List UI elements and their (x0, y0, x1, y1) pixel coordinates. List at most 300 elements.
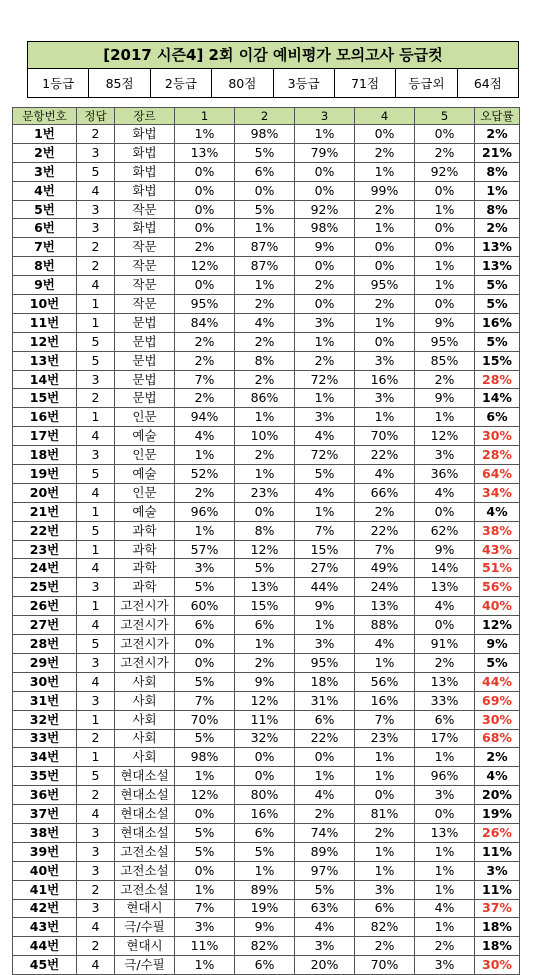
choice-rate-cell: 3% (175, 559, 235, 578)
genre-cell: 고전시가 (115, 597, 175, 616)
choice-rate-cell: 8% (235, 351, 295, 370)
choice-rate-cell: 2% (175, 238, 235, 257)
genre-cell: 문법 (115, 351, 175, 370)
question-number-cell: 33번 (13, 729, 77, 748)
table-row (13, 653, 520, 672)
choice-rate-cell: 89% (295, 842, 355, 861)
wrong-rate-cell: 18% (475, 937, 520, 956)
choice-rate-cell: 12% (175, 786, 235, 805)
choice-rate-cell: 1% (355, 748, 415, 767)
choice-rate-cell: 3% (295, 937, 355, 956)
answer-cell: 2 (77, 729, 115, 748)
question-number-cell: 22번 (13, 521, 77, 540)
wrong-rate-cell: 11% (475, 880, 520, 899)
genre-cell: 현대시 (115, 899, 175, 918)
question-number-cell: 12번 (13, 332, 77, 351)
genre-cell: 작문 (115, 295, 175, 314)
choice-rate-cell: 84% (175, 313, 235, 332)
question-number-cell: 10번 (13, 295, 77, 314)
grade-cut-label: 1등급 (28, 69, 89, 98)
wrong-rate-cell: 30% (475, 427, 520, 446)
question-number-cell: 16번 (13, 408, 77, 427)
choice-rate-cell: 0% (175, 805, 235, 824)
choice-rate-cell: 44% (295, 578, 355, 597)
choice-rate-cell: 1% (355, 408, 415, 427)
choice-rate-cell: 0% (415, 219, 475, 238)
genre-cell: 현대소설 (115, 767, 175, 786)
wrong-rate-cell: 5% (475, 653, 520, 672)
choice-rate-cell: 17% (415, 729, 475, 748)
table-row (13, 786, 520, 805)
choice-rate-cell: 5% (295, 465, 355, 484)
question-number-cell: 40번 (13, 861, 77, 880)
table-row (13, 200, 520, 219)
wrong-rate-cell: 6% (475, 408, 520, 427)
genre-cell: 사회 (115, 748, 175, 767)
choice-rate-cell: 14% (415, 559, 475, 578)
choice-rate-cell: 1% (235, 465, 295, 484)
choice-rate-cell: 13% (355, 597, 415, 616)
choice-rate-cell: 1% (175, 521, 235, 540)
choice-rate-cell: 1% (355, 861, 415, 880)
choice-rate-cell: 6% (235, 823, 295, 842)
choice-rate-cell: 2% (355, 937, 415, 956)
choice-rate-cell: 98% (295, 219, 355, 238)
wrong-rate-cell: 34% (475, 483, 520, 502)
header-choice-1: 1 (175, 108, 235, 125)
choice-rate-cell: 4% (415, 597, 475, 616)
choice-rate-cell: 0% (295, 181, 355, 200)
answer-cell: 3 (77, 842, 115, 861)
choice-rate-cell: 87% (235, 238, 295, 257)
choice-rate-cell: 87% (235, 257, 295, 276)
choice-rate-cell: 0% (355, 238, 415, 257)
wrong-rate-cell: 21% (475, 143, 520, 162)
table-row (13, 446, 520, 465)
wrong-rate-cell: 4% (475, 767, 520, 786)
choice-rate-cell: 6% (235, 616, 295, 635)
choice-rate-cell: 4% (295, 918, 355, 937)
table-row (13, 842, 520, 861)
choice-rate-cell: 82% (235, 937, 295, 956)
question-number-cell: 3번 (13, 162, 77, 181)
answer-cell: 3 (77, 653, 115, 672)
answer-cell: 4 (77, 181, 115, 200)
choice-rate-cell: 95% (175, 295, 235, 314)
table-row (13, 257, 520, 276)
choice-rate-cell: 96% (415, 767, 475, 786)
choice-rate-cell: 0% (415, 238, 475, 257)
choice-rate-cell: 9% (235, 672, 295, 691)
answer-cell: 2 (77, 786, 115, 805)
choice-rate-cell: 86% (235, 389, 295, 408)
choice-rate-cell: 0% (415, 295, 475, 314)
table-row (13, 351, 520, 370)
wrong-rate-cell: 68% (475, 729, 520, 748)
table-row (13, 937, 520, 956)
table-row (13, 238, 520, 257)
choice-rate-cell: 0% (355, 332, 415, 351)
choice-rate-cell: 5% (235, 559, 295, 578)
answer-cell: 3 (77, 446, 115, 465)
genre-cell: 고전시가 (115, 635, 175, 654)
choice-rate-cell: 80% (235, 786, 295, 805)
choice-rate-cell: 0% (295, 295, 355, 314)
answer-cell: 4 (77, 483, 115, 502)
choice-rate-cell: 2% (415, 937, 475, 956)
genre-cell: 고전시가 (115, 616, 175, 635)
choice-rate-cell: 13% (415, 672, 475, 691)
choice-rate-cell: 2% (295, 276, 355, 295)
answer-cell: 3 (77, 200, 115, 219)
table-row (13, 748, 520, 767)
header-choice-3: 3 (295, 108, 355, 125)
table-row (13, 823, 520, 842)
choice-rate-cell: 22% (355, 521, 415, 540)
wrong-rate-cell: 28% (475, 370, 520, 389)
question-number-cell: 15번 (13, 389, 77, 408)
table-row (13, 483, 520, 502)
choice-rate-cell: 1% (295, 767, 355, 786)
choice-rate-cell: 9% (295, 238, 355, 257)
genre-cell: 사회 (115, 710, 175, 729)
genre-cell: 현대소설 (115, 786, 175, 805)
question-number-cell: 18번 (13, 446, 77, 465)
genre-cell: 문법 (115, 370, 175, 389)
choice-rate-cell: 3% (355, 389, 415, 408)
choice-rate-cell: 2% (295, 351, 355, 370)
table-row (13, 578, 520, 597)
choice-rate-cell: 2% (175, 351, 235, 370)
wrong-rate-cell: 3% (475, 861, 520, 880)
choice-rate-cell: 1% (175, 956, 235, 975)
table-row (13, 276, 520, 295)
page-title: [2017 시즌4] 2회 이감 예비평가 모의고사 등급컷 (27, 41, 519, 69)
grade-cut-value: 71점 (334, 69, 395, 98)
genre-cell: 과학 (115, 559, 175, 578)
table-row (13, 389, 520, 408)
choice-rate-cell: 4% (355, 465, 415, 484)
choice-rate-cell: 0% (295, 748, 355, 767)
question-number-cell: 24번 (13, 559, 77, 578)
choice-rate-cell: 89% (235, 880, 295, 899)
choice-rate-cell: 79% (295, 143, 355, 162)
choice-rate-cell: 0% (175, 162, 235, 181)
wrong-rate-cell: 5% (475, 332, 520, 351)
table-row (13, 143, 520, 162)
choice-rate-cell: 99% (355, 181, 415, 200)
grade-cut-label: 등급외 (396, 69, 457, 98)
answer-cell: 5 (77, 767, 115, 786)
table-row (13, 521, 520, 540)
genre-cell: 예술 (115, 502, 175, 521)
genre-cell: 과학 (115, 578, 175, 597)
choice-rate-cell: 1% (415, 918, 475, 937)
choice-rate-cell: 1% (355, 219, 415, 238)
table-row (13, 162, 520, 181)
question-number-cell: 8번 (13, 257, 77, 276)
genre-cell: 극/수필 (115, 956, 175, 975)
choice-rate-cell: 2% (415, 370, 475, 389)
wrong-rate-cell: 56% (475, 578, 520, 597)
choice-rate-cell: 0% (355, 257, 415, 276)
choice-rate-cell: 1% (355, 653, 415, 672)
choice-rate-cell: 92% (415, 162, 475, 181)
choice-rate-cell: 9% (415, 313, 475, 332)
choice-rate-cell: 2% (415, 143, 475, 162)
genre-cell: 과학 (115, 540, 175, 559)
choice-rate-cell: 98% (175, 748, 235, 767)
wrong-rate-cell: 4% (475, 502, 520, 521)
choice-rate-cell: 2% (175, 389, 235, 408)
genre-cell: 화법 (115, 162, 175, 181)
question-number-cell: 23번 (13, 540, 77, 559)
genre-cell: 인문 (115, 483, 175, 502)
choice-rate-cell: 5% (235, 842, 295, 861)
choice-rate-cell: 3% (415, 956, 475, 975)
choice-rate-cell: 0% (235, 181, 295, 200)
header-question-number: 문항번호 (13, 108, 77, 125)
choice-rate-cell: 3% (355, 880, 415, 899)
question-number-cell: 39번 (13, 842, 77, 861)
choice-rate-cell: 94% (175, 408, 235, 427)
choice-rate-cell: 3% (355, 351, 415, 370)
choice-rate-cell: 1% (175, 880, 235, 899)
wrong-rate-cell: 26% (475, 823, 520, 842)
answer-cell: 1 (77, 313, 115, 332)
wrong-rate-cell: 13% (475, 238, 520, 257)
table-row (13, 427, 520, 446)
table-row (13, 956, 520, 975)
wrong-rate-cell: 2% (475, 748, 520, 767)
choice-rate-cell: 0% (175, 200, 235, 219)
choice-rate-cell: 2% (355, 823, 415, 842)
wrong-rate-cell: 16% (475, 313, 520, 332)
choice-rate-cell: 13% (415, 578, 475, 597)
choice-rate-cell: 15% (235, 597, 295, 616)
question-number-cell: 35번 (13, 767, 77, 786)
choice-rate-cell: 2% (235, 370, 295, 389)
answer-cell: 2 (77, 257, 115, 276)
choice-rate-cell: 13% (235, 578, 295, 597)
choice-rate-cell: 5% (175, 729, 235, 748)
choice-rate-cell: 1% (355, 313, 415, 332)
choice-rate-cell: 33% (415, 691, 475, 710)
choice-rate-cell: 1% (235, 219, 295, 238)
choice-rate-cell: 23% (235, 483, 295, 502)
choice-rate-cell: 11% (175, 937, 235, 956)
table-row (13, 767, 520, 786)
choice-rate-cell: 2% (355, 502, 415, 521)
choice-rate-cell: 22% (355, 446, 415, 465)
choice-rate-cell: 5% (175, 823, 235, 842)
choice-rate-cell: 0% (415, 502, 475, 521)
genre-cell: 화법 (115, 143, 175, 162)
table-row (13, 672, 520, 691)
genre-cell: 고전소설 (115, 861, 175, 880)
header-wrong-rate: 오답률 (475, 108, 520, 125)
choice-rate-cell: 5% (235, 143, 295, 162)
genre-cell: 문법 (115, 389, 175, 408)
answer-cell: 4 (77, 956, 115, 975)
answer-cell: 3 (77, 861, 115, 880)
answer-cell: 3 (77, 370, 115, 389)
choice-rate-cell: 1% (175, 446, 235, 465)
choice-rate-cell: 0% (175, 181, 235, 200)
choice-rate-cell: 0% (175, 653, 235, 672)
choice-rate-cell: 10% (235, 427, 295, 446)
answer-cell: 2 (77, 937, 115, 956)
choice-rate-cell: 3% (295, 408, 355, 427)
choice-rate-cell: 9% (415, 389, 475, 408)
choice-rate-cell: 2% (355, 200, 415, 219)
choice-rate-cell: 0% (295, 162, 355, 181)
genre-cell: 화법 (115, 181, 175, 200)
choice-rate-cell: 6% (235, 162, 295, 181)
choice-rate-cell: 3% (415, 446, 475, 465)
choice-rate-cell: 2% (235, 653, 295, 672)
table-row (13, 219, 520, 238)
choice-rate-cell: 95% (415, 332, 475, 351)
grade-cut-table (27, 68, 519, 98)
genre-cell: 현대소설 (115, 805, 175, 824)
question-number-cell: 17번 (13, 427, 77, 446)
choice-rate-cell: 52% (175, 465, 235, 484)
choice-rate-cell: 92% (295, 200, 355, 219)
answer-cell: 5 (77, 332, 115, 351)
question-number-cell: 1번 (13, 125, 77, 144)
table-row (13, 635, 520, 654)
question-number-cell: 32번 (13, 710, 77, 729)
table-row (13, 880, 520, 899)
choice-rate-cell: 85% (415, 351, 475, 370)
answer-cell: 2 (77, 125, 115, 144)
question-number-cell: 25번 (13, 578, 77, 597)
choice-rate-cell: 7% (175, 899, 235, 918)
genre-cell: 현대소설 (115, 823, 175, 842)
table-row (13, 899, 520, 918)
answer-cell: 1 (77, 295, 115, 314)
table-row (13, 181, 520, 200)
table-row (13, 805, 520, 824)
answer-cell: 3 (77, 899, 115, 918)
choice-rate-cell: 2% (235, 332, 295, 351)
choice-rate-cell: 0% (415, 805, 475, 824)
table-row (13, 370, 520, 389)
wrong-rate-cell: 9% (475, 635, 520, 654)
grade-cut-value: 64점 (457, 69, 518, 98)
question-number-cell: 31번 (13, 691, 77, 710)
question-number-cell: 41번 (13, 880, 77, 899)
answer-cell: 4 (77, 672, 115, 691)
choice-rate-cell: 1% (235, 635, 295, 654)
genre-cell: 작문 (115, 200, 175, 219)
choice-rate-cell: 16% (355, 370, 415, 389)
choice-rate-cell: 56% (355, 672, 415, 691)
choice-rate-cell: 24% (355, 578, 415, 597)
question-number-cell: 13번 (13, 351, 77, 370)
choice-rate-cell: 7% (355, 540, 415, 559)
choice-rate-cell: 1% (355, 842, 415, 861)
genre-cell: 예술 (115, 465, 175, 484)
grade-cut-label: 2등급 (150, 69, 211, 98)
choice-rate-cell: 0% (355, 786, 415, 805)
table-row (13, 295, 520, 314)
genre-cell: 고전소설 (115, 842, 175, 861)
wrong-rate-cell: 44% (475, 672, 520, 691)
table-header-row (13, 108, 520, 125)
grade-cut-value: 85점 (89, 69, 150, 98)
choice-rate-cell: 1% (415, 880, 475, 899)
choice-rate-cell: 0% (415, 616, 475, 635)
choice-rate-cell: 0% (235, 502, 295, 521)
choice-rate-cell: 5% (175, 672, 235, 691)
choice-rate-cell: 2% (175, 332, 235, 351)
choice-rate-cell: 12% (235, 691, 295, 710)
choice-rate-cell: 1% (295, 125, 355, 144)
choice-rate-cell: 70% (355, 956, 415, 975)
choice-rate-cell: 88% (355, 616, 415, 635)
question-number-cell: 14번 (13, 370, 77, 389)
answer-cell: 3 (77, 578, 115, 597)
choice-rate-cell: 11% (235, 710, 295, 729)
question-number-cell: 9번 (13, 276, 77, 295)
genre-cell: 인문 (115, 446, 175, 465)
wrong-rate-cell: 38% (475, 521, 520, 540)
question-number-cell: 2번 (13, 143, 77, 162)
genre-cell: 작문 (115, 257, 175, 276)
genre-cell: 고전시가 (115, 653, 175, 672)
answer-cell: 4 (77, 559, 115, 578)
choice-rate-cell: 2% (355, 143, 415, 162)
choice-rate-cell: 9% (235, 918, 295, 937)
choice-rate-cell: 1% (235, 861, 295, 880)
answer-cell: 3 (77, 219, 115, 238)
choice-rate-cell: 4% (295, 427, 355, 446)
choice-rate-cell: 3% (175, 918, 235, 937)
genre-cell: 문법 (115, 332, 175, 351)
table-row (13, 559, 520, 578)
table-row (13, 861, 520, 880)
choice-rate-cell: 1% (415, 748, 475, 767)
choice-rate-cell: 19% (235, 899, 295, 918)
question-number-cell: 34번 (13, 748, 77, 767)
answer-cell: 4 (77, 276, 115, 295)
answer-cell: 5 (77, 465, 115, 484)
table-row (13, 597, 520, 616)
choice-rate-cell: 4% (415, 899, 475, 918)
wrong-rate-cell: 19% (475, 805, 520, 824)
answer-cell: 5 (77, 162, 115, 181)
choice-rate-cell: 0% (355, 125, 415, 144)
wrong-rate-cell: 8% (475, 162, 520, 181)
choice-rate-cell: 7% (355, 710, 415, 729)
choice-rate-cell: 31% (295, 691, 355, 710)
choice-rate-cell: 81% (355, 805, 415, 824)
header-choice-4: 4 (355, 108, 415, 125)
choice-rate-cell: 3% (295, 313, 355, 332)
choice-rate-cell: 1% (415, 861, 475, 880)
choice-rate-cell: 3% (295, 635, 355, 654)
wrong-rate-cell: 28% (475, 446, 520, 465)
choice-rate-cell: 0% (295, 257, 355, 276)
choice-rate-cell: 32% (235, 729, 295, 748)
genre-cell: 작문 (115, 276, 175, 295)
table-row (13, 408, 520, 427)
choice-rate-cell: 5% (175, 842, 235, 861)
choice-rate-cell: 7% (175, 370, 235, 389)
question-number-cell: 30번 (13, 672, 77, 691)
